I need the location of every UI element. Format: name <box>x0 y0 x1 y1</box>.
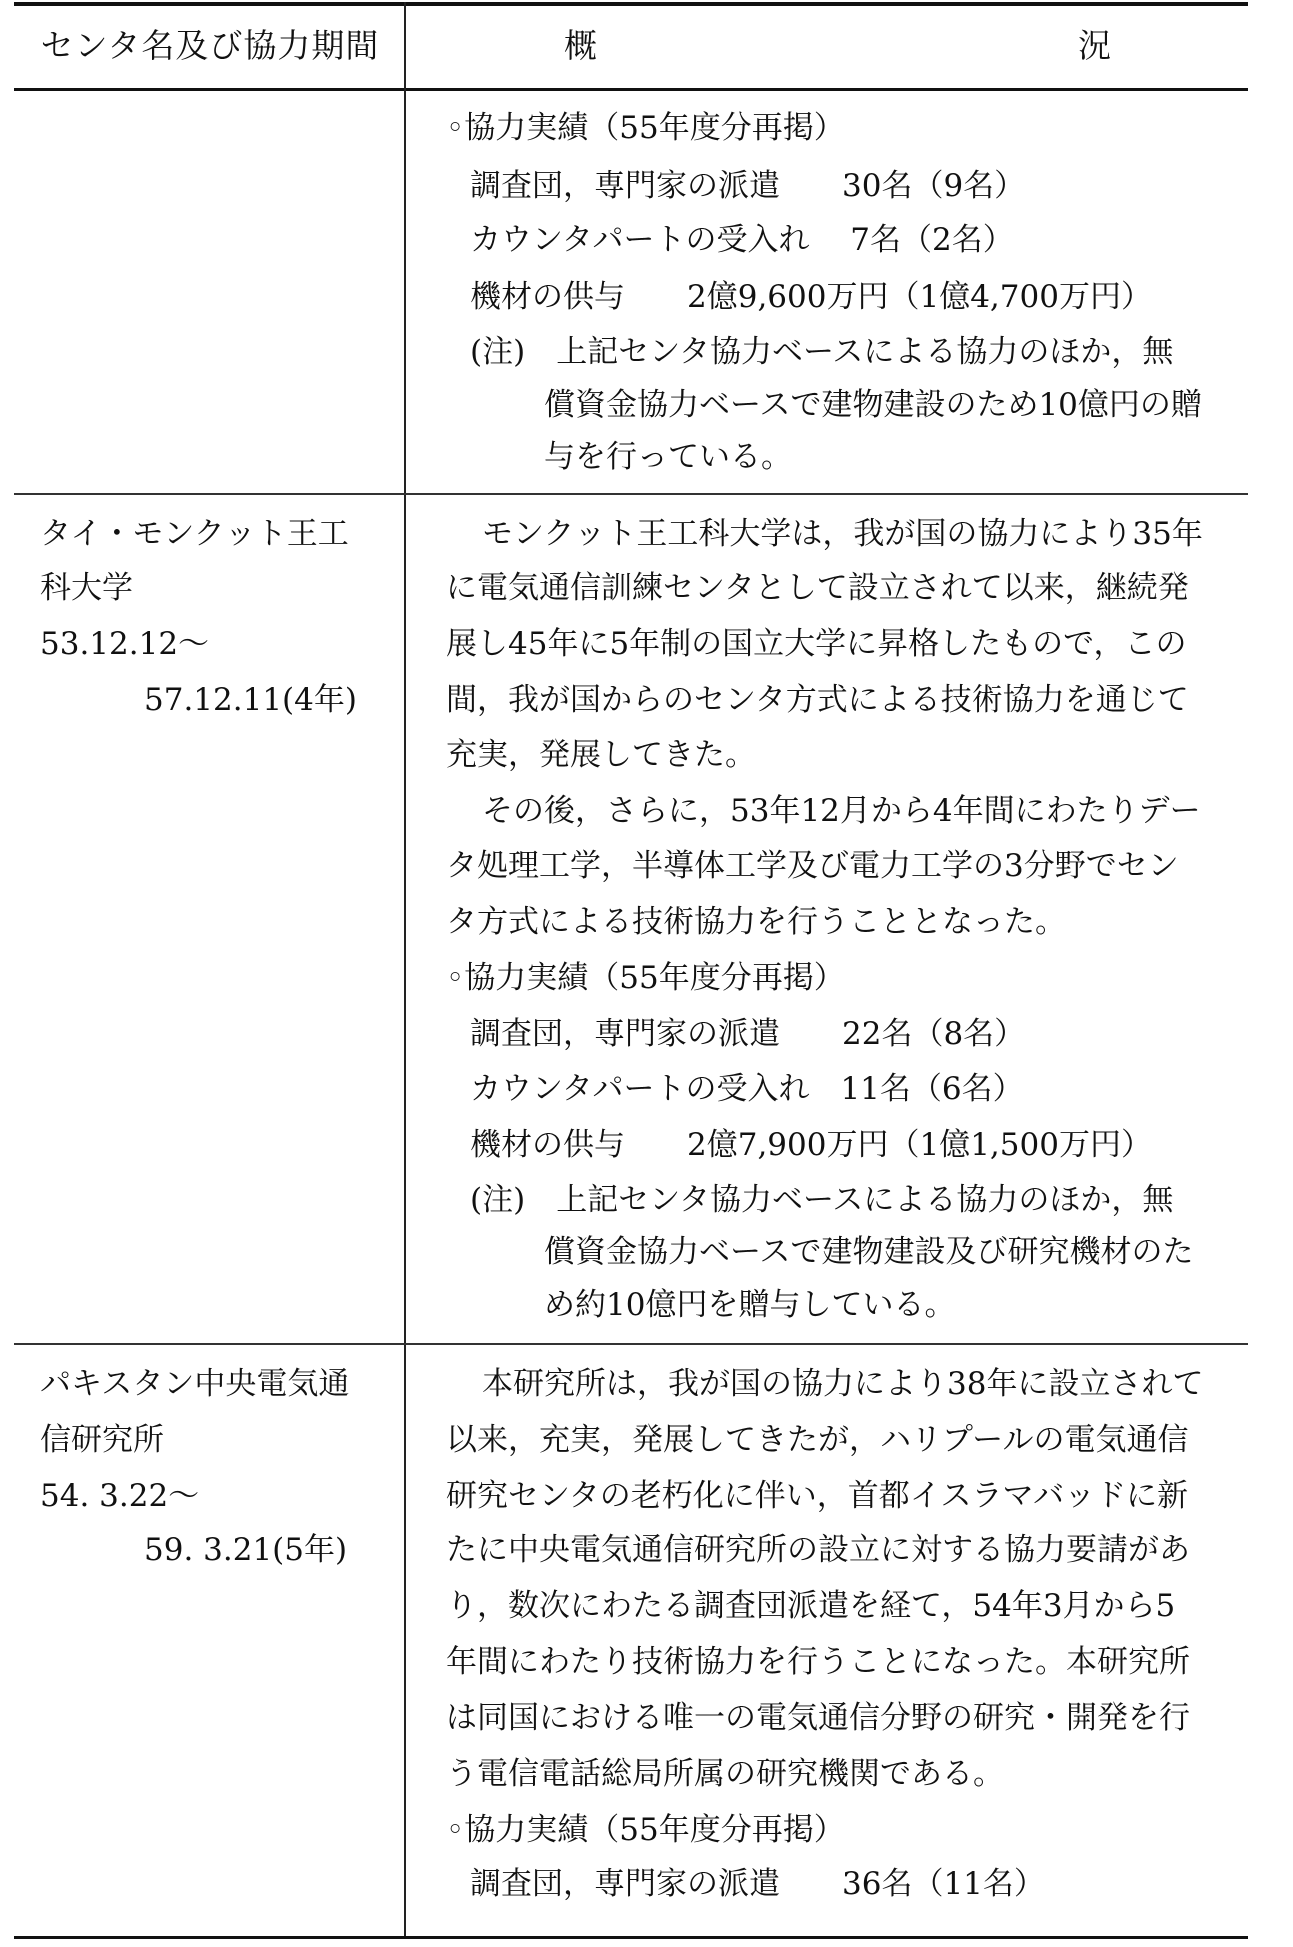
row2-line: 調査団，専門家の派遣 22名（8名） <box>470 1016 1026 1052</box>
row1-line: 償資金協力ベースで建物建設のため10億円の贈 <box>544 387 1202 423</box>
row3-line: ◦協力実績（55年度分再掲） <box>446 1812 845 1848</box>
row3-line: たに中央電気通信研究所の設立に対する協力要請があ <box>446 1532 1190 1568</box>
header-overview-2: 況 <box>1078 26 1111 65</box>
row3-name: パキスタン中央電気通 <box>40 1366 350 1402</box>
table-header-rule <box>14 88 1248 91</box>
row3-line: 研究センタの老朽化に伴い，首都イスラマバッドに新 <box>446 1478 1189 1514</box>
row2-date-end: 57.12.11(4年) <box>144 682 357 718</box>
column-divider <box>404 2 406 1938</box>
row3-line: は同国における唯一の電気通信分野の研究・開発を行 <box>446 1700 1190 1736</box>
row3-line: 調査団，専門家の派遣 36名（11名） <box>470 1866 1045 1902</box>
row2-date-start: 53.12.12～ <box>40 626 210 662</box>
row1-line: 与を行っている。 <box>544 439 792 475</box>
row2-line: カウンタパートの受入れ 11名（6名） <box>470 1071 1024 1107</box>
row3-line: 以来，充実，発展してきたが，ハリプールの電気通信 <box>446 1422 1189 1458</box>
row3-date-end: 59. 3.21(5年) <box>144 1532 348 1568</box>
row2-line: タ方式による技術協力を行うこととなった。 <box>446 904 1066 940</box>
header-overview-1: 概 <box>564 26 597 65</box>
table-bottom-rule <box>14 1936 1248 1939</box>
row2-name: 科大学 <box>40 570 133 606</box>
row2-line: 間，我が国からのセンタ方式による技術協力を通じて <box>446 682 1189 718</box>
row2-line: め約10億円を贈与している。 <box>544 1287 956 1323</box>
row-divider <box>14 1343 1248 1345</box>
header-center-name-period: センタ名及び協力期間 <box>40 26 380 65</box>
row2-line: 展し45年に5年制の国立大学に昇格したもので，この <box>446 626 1187 662</box>
row3-line: う電信電話総局所属の研究機関である。 <box>446 1756 1004 1792</box>
row2-line: 充実，発展してきた。 <box>446 737 756 773</box>
row2-line: モンクット王工科大学は，我が国の協力により35年 <box>482 516 1203 552</box>
row3-date-start: 54. 3.22～ <box>40 1478 200 1514</box>
row-divider <box>14 493 1248 495</box>
row3-line: 本研究所は，我が国の協力により38年に設立されて <box>482 1366 1204 1402</box>
row2-line: 機材の供与 2億7,900万円（1億1,500万円） <box>470 1127 1152 1163</box>
row2-line: その後，さらに，53年12月から4年間にわたりデー <box>482 793 1201 829</box>
row2-line: (注) 上記センタ協力ベースによる協力のほか，無 <box>470 1182 1174 1218</box>
row1-line: 調査団，専門家の派遣 30名（9名） <box>470 168 1026 204</box>
row2-line: 償資金協力ベースで建物建設及び研究機材のた <box>544 1234 1194 1270</box>
row1-line: 機材の供与 2億9,600万円（1億4,700万円） <box>470 279 1152 315</box>
table-top-rule <box>14 2 1248 6</box>
row2-line: に電気通信訓練センタとして設立されて以来，継続発 <box>446 570 1189 606</box>
row3-line: 年間にわたり技術協力を行うことになった。本研究所 <box>446 1644 1190 1680</box>
row1-line: (注) 上記センタ協力ベースによる協力のほか，無 <box>470 334 1174 370</box>
row2-line: タ処理工学，半導体工学及び電力工学の3分野でセン <box>446 848 1179 884</box>
row1-line: ◦協力実績（55年度分再掲） <box>446 110 845 146</box>
row2-line: ◦協力実績（55年度分再掲） <box>446 960 845 996</box>
row2-name: タイ・モンクット王工 <box>40 516 349 552</box>
row1-line: カウンタパートの受入れ 7名（2名） <box>470 222 1014 258</box>
row3-name: 信研究所 <box>40 1422 164 1458</box>
row3-line: り，数次にわたる調査団派遣を経て，54年3月から5 <box>446 1588 1176 1624</box>
